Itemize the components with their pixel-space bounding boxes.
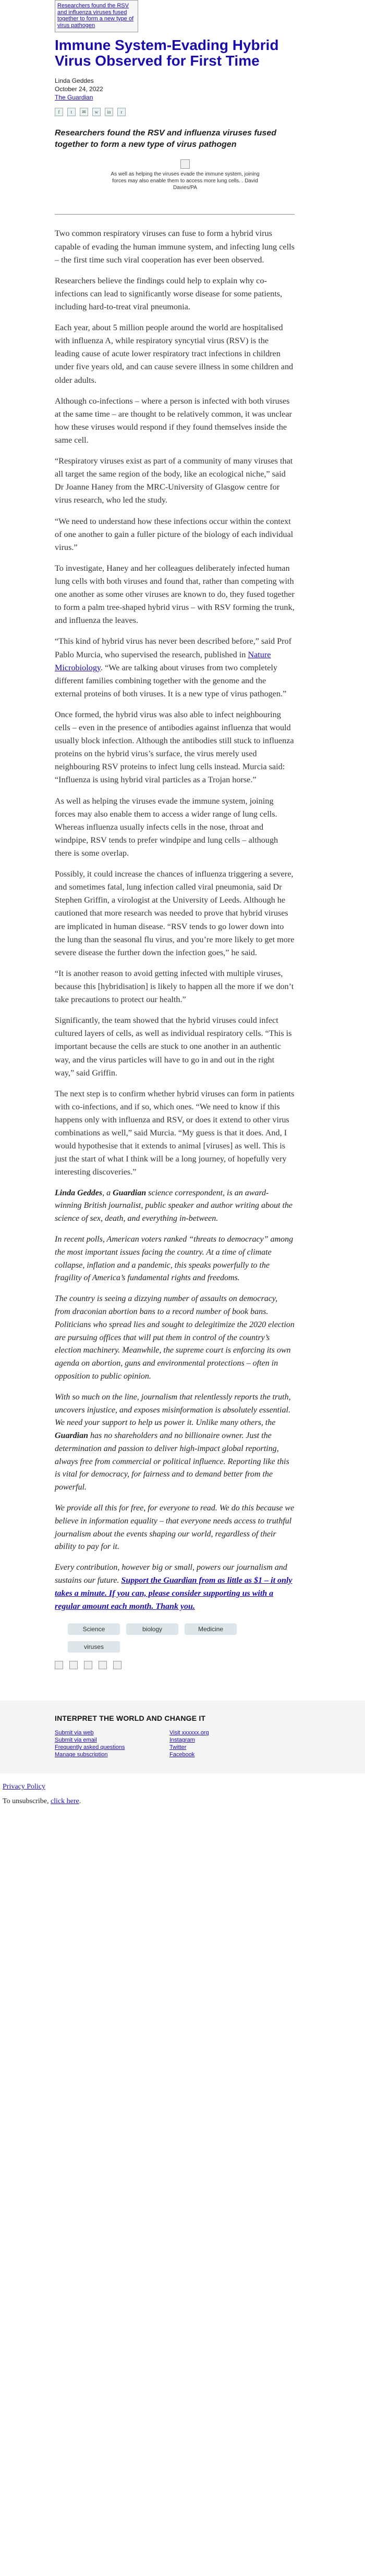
body-paragraph: Possibly, it could increase the chances of influenza triggering a severe, and sometimes fatal, lung infection called viral pneumonia, said Dr Stephen Griffin, a virologist at the University of Leeds. Although he cautioned that more research was needed to prove that hybrid viruses are implicated in human disease. “RSV tends to go lower down into the lung than the seasonal flu virus, and you’re more likely to get more severe disease the further down the infection goes,” he said. xyxy=(55,869,295,957)
text-span: . “We are talking about viruses from two completely different families combining together with the genome and the external proteins of both viruses. It is a new type of virus pathogen.” xyxy=(55,662,287,698)
twitter-icon[interactable] xyxy=(69,1661,78,1669)
tag-medicine[interactable]: Medicine xyxy=(185,1623,237,1635)
appeal-paragraph: The country is seeing a dizzying number of assaults on democracy, from draconian abortion bans to a record number of book bans. Politicians who spread lies and sought to delegitimize the 2020 election are pursuing offices that will put them in control of the country’s election machinery. Meanwhile, the supreme court is enforcing its own agenda on abortion, guns and environmental protections – often in opposition to public opinion. xyxy=(55,1294,295,1381)
submit-web-link[interactable]: Submit via web xyxy=(55,1730,94,1736)
body-paragraph: “Respiratory viruses exist as part of a community of many viruses that all target the same region of the body, like an ecological niche,” said Dr Joanne Haney from the MRC-University of Glasgow centre for virus research, who led the study. xyxy=(55,456,293,505)
publish-date: October 24, 2022 xyxy=(55,85,103,93)
appeal-paragraph xyxy=(55,1561,295,1613)
text-span: Every contribution, however big or small, powers our journalism and sustains our future. xyxy=(55,1563,287,1585)
tag-biology[interactable]: biology xyxy=(126,1623,178,1635)
nature-microbiology-link[interactable]: Nature Microbiology xyxy=(55,649,271,672)
body-paragraph: Although co-infections – where a person is infected with both viruses at the same time – are thought to be relatively common, it was unclear how these viruses would respond if they found themselves inside the same cell. xyxy=(55,396,292,445)
privacy-line xyxy=(3,1783,365,1791)
tag-viruses[interactable]: viruses xyxy=(68,1641,120,1653)
unsubscribe-line xyxy=(3,1797,365,1806)
article-column xyxy=(55,0,295,1669)
whatsapp-icon[interactable]: w xyxy=(92,108,101,116)
body-paragraph xyxy=(55,635,295,701)
body-paragraph: The next step is to confirm whether hybrid viruses can form in patients with co-infections, and if so, which ones. “We need to know if this happens only with influenza and RSV, or does it extend to other virus combinations as well,” said Murcia. “My guess is that it does. And, I would hypothesise that it extends to animal [viruses] as well. This is just the start of what I think will be a long journey, of hopefully very interesting discoveries.” xyxy=(55,1089,295,1177)
body-paragraph: “We need to understand how these infections occur within the context of one another to gain a fuller picture of the biology of each individual virus.” xyxy=(55,516,294,552)
body-paragraph: As well as helping the viruses evade the immune system, joining forces may also enable them to access a wider range of lung cells. Whereas influenza usually infects cells in the nose, throat and windpipe, RSV tends to prefer windpipe and lung cells – although there is some overlap. xyxy=(55,796,278,858)
body-paragraph: To investigate, Haney and her colleagues deliberately infected human lung cells with both viruses and found that, rather than competing with one another as some other viruses are known to do, they fused together to form a palm tree-shaped hybrid virus – with RSV forming the trunk, and influenza the leaves. xyxy=(55,563,295,626)
body-paragraph: Two common respiratory viruses can fuse to form a hybrid virus capable of evading the human immune system, and infecting lung cells – the first time such viral cooperation has ever been observed. xyxy=(55,229,295,265)
figure-caption: As well as helping the viruses evade the immune system, joining forces may also enable them to access more lung cells. . David Davies/PA xyxy=(111,171,260,191)
byline xyxy=(55,77,295,102)
image-placeholder-icon xyxy=(180,159,190,169)
social-icons xyxy=(55,1661,295,1669)
manage-subscription-link[interactable]: Manage subscription xyxy=(55,1752,108,1758)
whatsapp-icon[interactable] xyxy=(113,1661,121,1669)
support-link[interactable]: Support the Guardian from as little as $1 – it only takes a minute. If you can, please consider supporting us with a regular amount each month. Thank you. xyxy=(55,1576,293,1611)
text-span: . xyxy=(79,1797,81,1806)
text-span: “This kind of hybrid virus has never been described before,” said Prof Pablo Murcia, who supervised the research, published in xyxy=(55,636,292,659)
tag-science[interactable]: Science xyxy=(68,1623,120,1635)
facebook-icon[interactable] xyxy=(55,1661,63,1669)
body-paragraph: Significantly, the team showed that the hybrid viruses could infect cultured layers of cells, as well as individual respiratory cells. “This is important because the cells are stuck to one another in an authentic way, and the virus particles will have to go in and out in the right way,” said Griffin. xyxy=(55,1016,292,1078)
guardian-name: Guardian xyxy=(55,1431,89,1441)
header-image-alt-link[interactable]: Researchers found the RSV and influenza viruses fused together to form a new type of virus pathogen xyxy=(57,3,134,29)
appeal-paragraph xyxy=(55,1391,295,1494)
footer-inner xyxy=(55,1714,295,1758)
submit-email-link[interactable]: Submit via email xyxy=(55,1737,97,1744)
linkedin-icon[interactable]: in xyxy=(105,108,113,116)
standfirst: Researchers found the RSV and influenza viruses fused together to form a new type of virus pathogen xyxy=(55,129,276,149)
footer-band xyxy=(0,1700,365,1773)
text-span: To unsubscribe, xyxy=(3,1797,51,1806)
visit-site-link[interactable]: Visit xxxxxx.org xyxy=(169,1730,209,1736)
author-bio xyxy=(55,1187,295,1226)
article-body xyxy=(55,227,295,1179)
twitter-icon[interactable]: t xyxy=(67,108,76,116)
facebook-link[interactable]: Facebook xyxy=(169,1752,195,1758)
legal-footer xyxy=(0,1773,365,1806)
body-paragraph: “It is another reason to avoid getting infected with multiple viruses, because this [hybridisation] is likely to happen all the more if we don’t take precautions to protect our health.” xyxy=(55,968,294,1005)
text-span: science correspondent, is an award-winning British journalist, public speaker and author writing about the science of sex, death, and everything in-between. xyxy=(55,1188,293,1223)
bio-author: Linda Geddes xyxy=(55,1188,103,1197)
headline[interactable]: Immune System-Evading Hybrid Virus Observed for First Time xyxy=(55,37,279,69)
article-figure xyxy=(107,159,263,191)
body-paragraph: Once formed, the hybrid virus was also able to infect neighbouring cells – even in the presence of antibodies against influenza that would usually block infection. Although the antibodies still stuck to influenza proteins on the hybrid virus’s surface, the virus merely used neighbouring RSV proteins to infect lung cells instead. Murcia said: “Influenza is using hybrid viral particles as a Trojan horse.” xyxy=(55,709,294,785)
privacy-policy-link[interactable]: Privacy Policy xyxy=(3,1783,46,1791)
faq-link[interactable]: Frequently asked questions xyxy=(55,1744,125,1751)
body-paragraph: Each year, about 5 million people around the world are hospitalised with influenza A, while respiratory syncytial virus (RSV) is the leading cause of acute lower respiratory tract infections in children under five years old, and can cause severe illness in some children and older adults. xyxy=(55,323,294,385)
linkedin-icon[interactable] xyxy=(99,1661,107,1669)
body-paragraph: Researchers believe the findings could help to explain why co-infections can lead to significantly worse disease for some patients, including hard-to-treat viral pneumonia. xyxy=(55,276,283,311)
instagram-link[interactable]: Instagram xyxy=(169,1737,195,1744)
footer-heading: INTERPRET THE WORLD AND CHANGE IT xyxy=(55,1714,206,1723)
reddit-icon[interactable]: r xyxy=(117,108,126,116)
text-span: With so much on the line, journalism that relentlessly reports the truth, uncovers injustice, and exposes misinformation is absolutely essential. We need your support to help us power it. Unlike many others, the xyxy=(55,1392,291,1428)
author-name: Linda Geddes xyxy=(55,77,94,85)
appeal-section xyxy=(55,1187,295,1614)
divider xyxy=(55,214,295,215)
bio-outlet: Guardian xyxy=(113,1188,147,1197)
twitter-link[interactable]: Twitter xyxy=(169,1744,187,1751)
text-span: , a xyxy=(102,1188,113,1197)
share-icons xyxy=(55,108,295,116)
facebook-icon[interactable]: f xyxy=(55,108,63,116)
source-link[interactable]: The Guardian xyxy=(55,93,93,101)
topic-tags xyxy=(55,1623,292,1653)
appeal-paragraph: In recent polls, American voters ranked “threats to democracy” among the most important issues facing the country. At a time of climate collapse, inflation and a pandemic, this speaks powerfully to the fragility of America’s fundamental rights and freedoms. xyxy=(55,1234,294,1283)
unsubscribe-link[interactable]: click here xyxy=(50,1797,79,1806)
email-icon[interactable]: ✉ xyxy=(80,108,88,116)
header-image[interactable] xyxy=(55,0,138,32)
text-span: has no shareholders and no billionaire owner. Just the determination and passion to deliver high-impact global reporting, always free from commercial or political influence. Reporting like this is vital for democracy, for fairness and to demand better from the powerful. xyxy=(55,1431,289,1492)
footer-links xyxy=(55,1730,295,1758)
appeal-paragraph: We provide all this for free, for everyone to read. We do this because we believe in information equality – that everyone needs access to truthful journalism about the events shaping our world, regardless of their ability to pay for it. xyxy=(55,1504,295,1552)
email-icon[interactable] xyxy=(84,1661,92,1669)
